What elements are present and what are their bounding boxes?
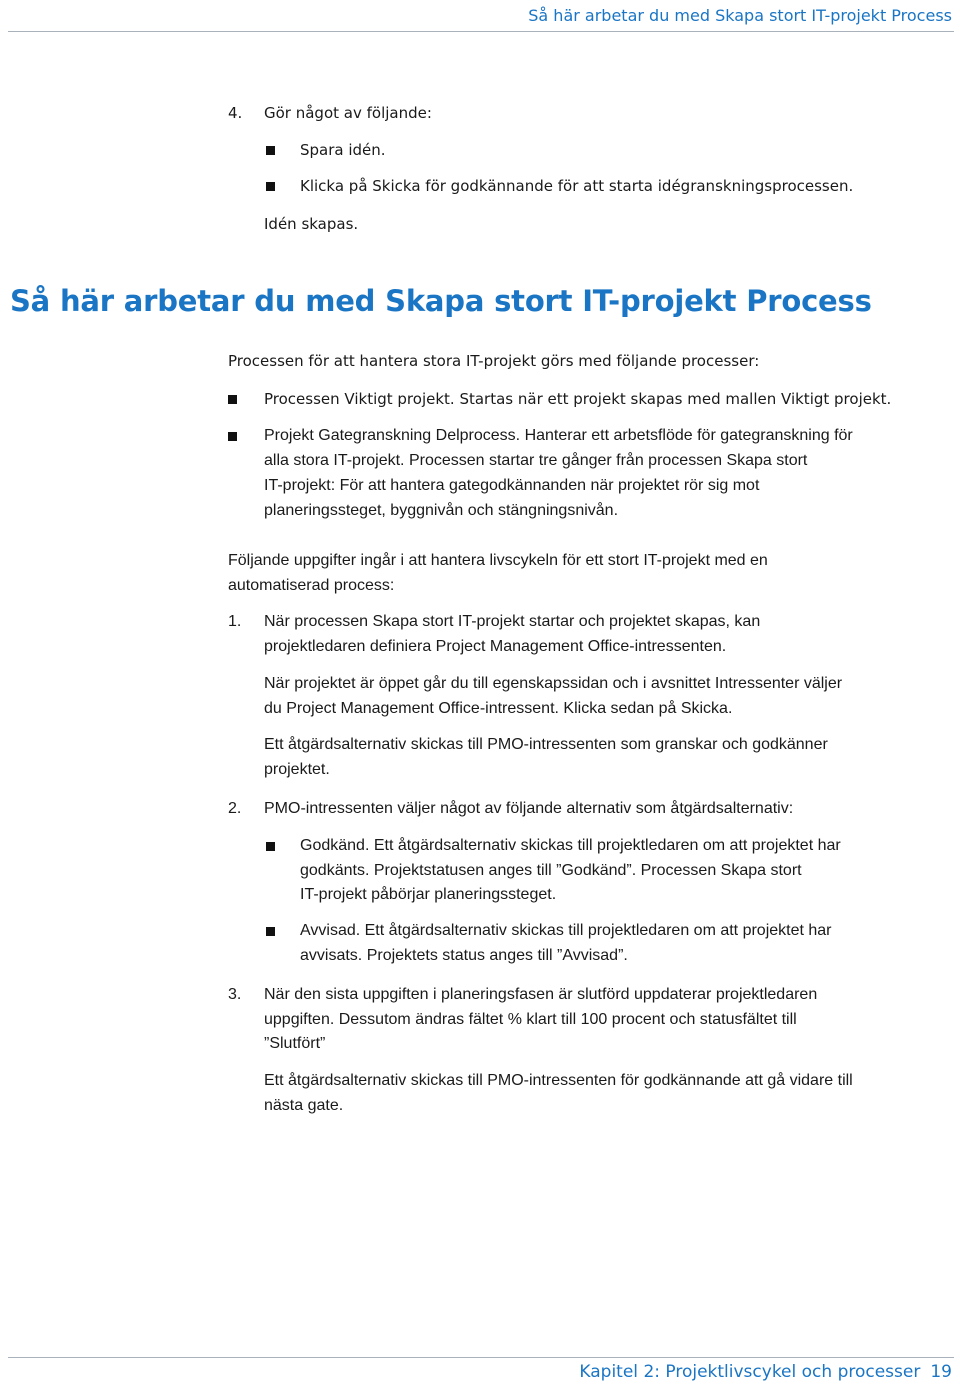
option-approved-line-3: IT-projekt påbörjar planeringssteget. <box>300 886 557 903</box>
process-1-line-1: Processen Viktigt projekt. Startas när ett projekt skapas med mallen Viktigt projekt. <box>264 390 892 408</box>
step-1-p3-line-2: projektet. <box>264 761 330 778</box>
step-4-bullet-1: Spara idén. <box>300 141 386 159</box>
process-2-line-1: Projekt Gategranskning Delprocess. Hanterar ett arbetsflöde för gategranskning för <box>264 427 853 444</box>
step-4-bullet-2: Klicka på Skicka för godkännande för att starta idégranskningsprocessen. <box>300 177 854 195</box>
header-rule <box>8 31 954 32</box>
bullet-square-icon <box>228 395 237 404</box>
process-2-line-3: IT-projekt: För att hantera gategodkännanden när projektet rör sig mot <box>264 477 760 494</box>
step-1-p2-line-1: När projektet är öppet går du till egenskapssidan och i avsnittet Intressenter väljer <box>264 675 843 692</box>
step-4-label: Gör något av följande: <box>264 104 432 122</box>
step-3-line-2: uppgiften. Dessutom ändras fältet % klart till 100 procent och statusfältet till <box>264 1011 797 1028</box>
step-1-p3-line-1: Ett åtgärdsalternativ skickas till PMO-intressenten som granskar och godkänner <box>264 736 828 753</box>
step-2-number: 2. <box>228 800 242 817</box>
bullet-square-icon <box>266 146 275 155</box>
footer-chapter: Kapitel 2: Projektlivscykel och processer <box>579 1362 921 1382</box>
section-title: Så här arbetar du med Skapa stort IT-projekt Process <box>10 284 872 318</box>
bullet-square-icon <box>266 842 275 851</box>
option-approved-line-2: godkänts. Projektstatusen anges till ”Godkänd”. Processen Skapa stort <box>300 862 802 879</box>
step-1-number: 1. <box>228 613 242 630</box>
footer-rule <box>8 1357 954 1358</box>
step-3-p2-line-2: nästa gate. <box>264 1097 344 1114</box>
footer-page-number: 19 <box>930 1362 952 1382</box>
bullet-square-icon <box>228 432 237 441</box>
step-1-line-1: När processen Skapa stort IT-projekt startar och projektet skapas, kan <box>264 613 761 630</box>
tasks-intro-line-2: automatiserad process: <box>228 577 395 594</box>
step-4-result: Idén skapas. <box>264 215 359 233</box>
step-1-line-2: projektledaren definiera Project Management Office-intressenten. <box>264 638 727 655</box>
step-2-line-1: PMO-intressenten väljer något av följande alternativ som åtgärdsalternativ: <box>264 800 794 817</box>
bullet-square-icon <box>266 927 275 936</box>
step-4-number: 4. <box>228 104 243 122</box>
section-intro: Processen för att hantera stora IT-projekt görs med följande processer: <box>228 352 760 370</box>
step-3-number: 3. <box>228 986 242 1003</box>
option-approved-line-1: Godkänd. Ett åtgärdsalternativ skickas till projektledaren om att projektet har <box>300 837 841 854</box>
option-rejected-line-2: avvisats. Projektets status anges till ”Avvisad”. <box>300 947 628 964</box>
process-2-line-4: planeringssteget, byggnivån och stängningsnivån. <box>264 502 619 519</box>
step-3-p2-line-1: Ett åtgärdsalternativ skickas till PMO-intressenten för godkännande att gå vidare till <box>264 1072 853 1089</box>
tasks-intro-line-1: Följande uppgifter ingår i att hantera livscykeln för ett stort IT-projekt med en <box>228 552 768 569</box>
step-3-line-3: ”Slutfört” <box>264 1035 326 1052</box>
option-rejected-line-1: Avvisad. Ett åtgärdsalternativ skickas till projektledaren om att projektet har <box>300 922 832 939</box>
bullet-square-icon <box>266 182 275 191</box>
running-header: Så här arbetar du med Skapa stort IT-projekt Process <box>528 6 952 25</box>
step-3-line-1: När den sista uppgiften i planeringsfasen är slutförd uppdaterar projektledaren <box>264 986 818 1003</box>
running-footer <box>579 1362 952 1382</box>
process-2-line-2: alla stora IT-projekt. Processen startar tre gånger från processen Skapa stort <box>264 452 808 469</box>
step-1-p2-line-2: du Project Management Office-intressent. Klicka sedan på Skicka. <box>264 700 733 717</box>
